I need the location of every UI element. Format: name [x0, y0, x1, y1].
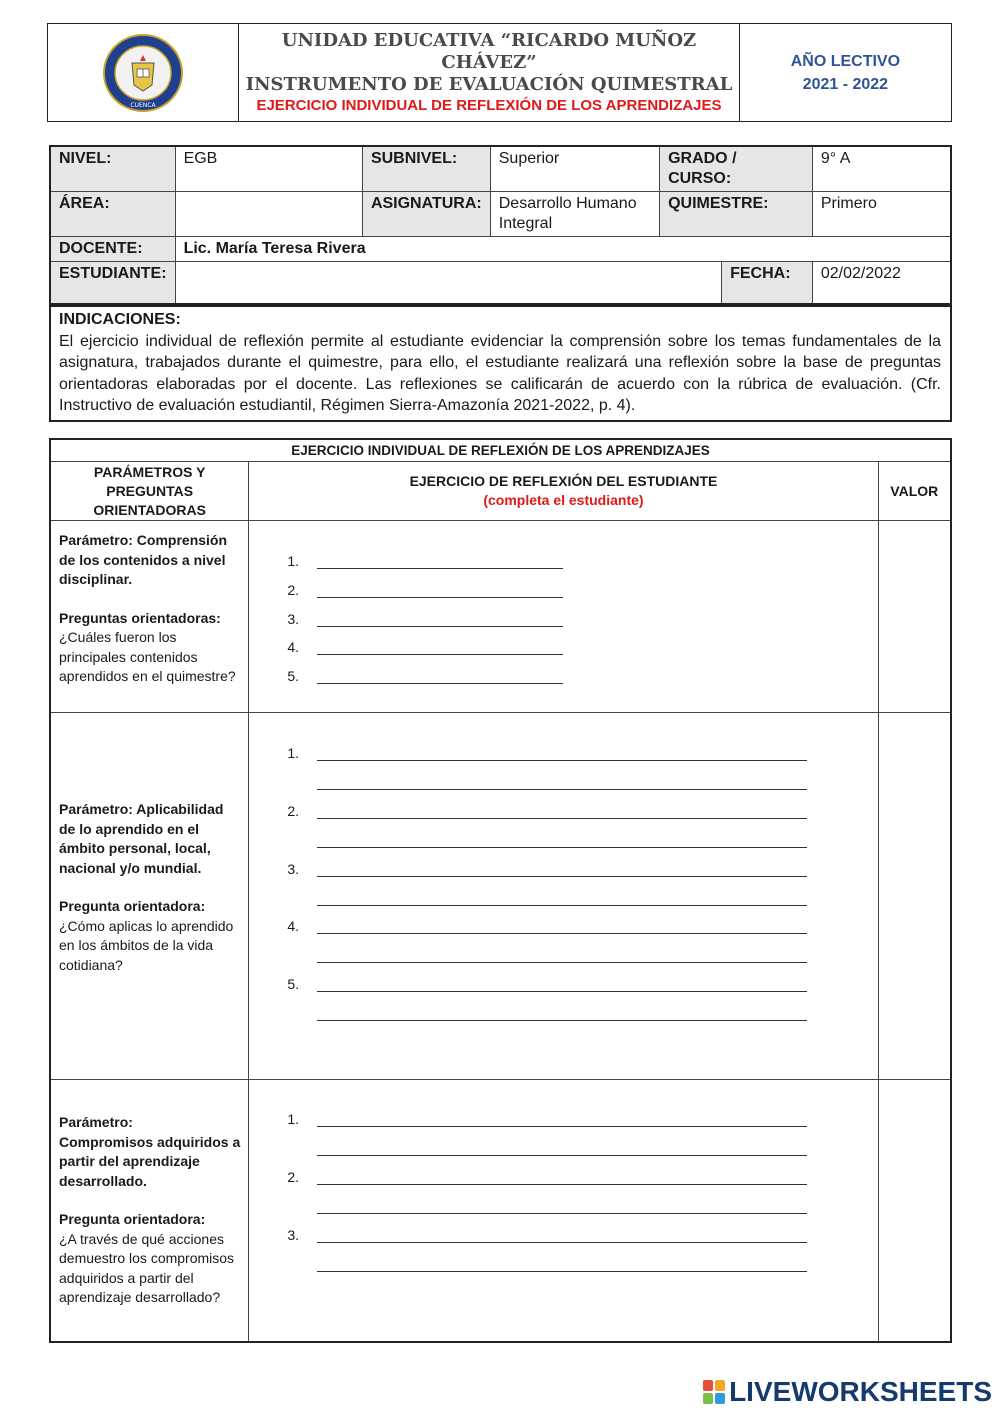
answer-line[interactable]	[317, 626, 563, 627]
docente-value[interactable]: Lic. María Teresa Rivera	[175, 237, 951, 262]
question-3: ¿A través de qué acciones demuestro los compromisos adquiridos a partir del aprendizaje desarrollado?	[59, 1230, 235, 1305]
answer-line[interactable]	[317, 683, 563, 684]
quimestre-value[interactable]: Primero	[812, 192, 951, 237]
instructions-title: INDICACIONES:	[59, 311, 181, 328]
answer-line[interactable]	[317, 1242, 807, 1243]
fecha-value[interactable]: 02/02/2022	[812, 262, 951, 306]
param-title-3: Compromisos adquiridos a partir del aprendizaje desarrollado.	[59, 1133, 241, 1189]
school-crest-logo	[102, 33, 184, 113]
col-header-exercise	[249, 462, 878, 521]
estudiante-label: ESTUDIANTE:	[50, 262, 175, 306]
answer-cell-2	[249, 713, 878, 1080]
year-cell	[739, 24, 951, 122]
answer-number: 4.	[287, 639, 300, 655]
col-header-exercise-note: (completa el estudiante)	[483, 492, 644, 508]
col-header-exercise-label: EJERCICIO DE REFLEXIÓN DEL ESTUDIANTE	[409, 473, 718, 489]
asignatura-label: ASIGNATURA:	[362, 192, 490, 237]
answer-number: 5.	[287, 668, 300, 684]
answer-number: 4.	[287, 918, 300, 934]
answer-line[interactable]	[317, 818, 807, 819]
reflection-table	[49, 438, 952, 1343]
answer-number: 5.	[287, 976, 300, 992]
year-label: AÑO LECTIVO	[790, 52, 901, 70]
answer-cell-1	[249, 521, 878, 713]
subnivel-value[interactable]: Superior	[490, 146, 659, 192]
answer-line[interactable]	[317, 1271, 807, 1272]
instrument-title: INSTRUMENTO DE EVALUACIÓN QUIMESTRAL	[245, 73, 733, 95]
grado-value[interactable]: 9° A	[812, 146, 951, 192]
area-label: ÁREA:	[50, 192, 175, 237]
value-cell-2[interactable]	[878, 713, 951, 1080]
answer-line[interactable]	[317, 991, 807, 992]
answer-line[interactable]	[317, 1020, 807, 1021]
asignatura-value[interactable]: Desarrollo Humano Integral	[490, 192, 659, 237]
answer-number: 1.	[287, 553, 300, 569]
answer-line[interactable]	[317, 760, 807, 761]
param-cell-1	[50, 521, 249, 713]
answer-number: 2.	[287, 803, 300, 819]
docente-label: DOCENTE:	[50, 237, 175, 262]
col-header-param: PARÁMETROS Y PREGUNTAS ORIENTADORAS	[50, 462, 249, 521]
year-value: 2021 - 2022	[802, 75, 889, 93]
grado-label: GRADO / CURSO:	[660, 146, 813, 192]
reflection-table-title: EJERCICIO INDIVIDUAL DE REFLEXIÓN DE LOS APRENDIZAJES	[50, 439, 951, 462]
param-cell-3	[50, 1080, 249, 1342]
answer-number: 1.	[287, 1111, 300, 1127]
exercise-subtitle: EJERCICIO INDIVIDUAL DE REFLEXIÓN DE LOS APRENDIZAJES	[256, 96, 722, 114]
answer-number: 3.	[287, 1227, 300, 1243]
subnivel-label: SUBNIVEL:	[362, 146, 490, 192]
question-label-3: Pregunta orientadora:	[59, 1211, 206, 1227]
answer-line[interactable]	[317, 568, 563, 569]
liveworksheets-watermark	[703, 1376, 992, 1408]
area-value[interactable]	[175, 192, 362, 237]
param-title-1: Parámetro: Comprensión de los contenidos a nivel disciplinar.	[59, 532, 228, 587]
answer-number: 3.	[287, 611, 300, 627]
answer-line[interactable]	[317, 933, 807, 934]
answer-line[interactable]	[317, 654, 563, 655]
answer-line[interactable]	[317, 876, 807, 877]
quimestre-label: QUIMESTRE:	[660, 192, 813, 237]
param-title-3-label: Parámetro:	[59, 1114, 133, 1130]
nivel-value[interactable]: EGB	[175, 146, 362, 192]
fecha-label: FECHA:	[722, 262, 813, 306]
answer-number: 1.	[287, 745, 300, 761]
watermark-text: LIVEWORKSHEETS	[729, 1376, 992, 1407]
question-2: ¿Cómo aplicas lo aprendido en los ámbitos de la vida cotidiana?	[59, 917, 234, 973]
liveworksheets-logo-icon	[703, 1380, 725, 1404]
param-title-2: Parámetro: Aplicabilidad de lo aprendido en el ámbito personal, local, nacional y/o mundial.	[59, 801, 224, 876]
answer-line[interactable]	[317, 1213, 807, 1214]
question-1: ¿Cuáles fueron los principales contenidos aprendidos en el quimestre?	[59, 629, 236, 684]
param-cell-2	[50, 713, 249, 1080]
nivel-label: NIVEL:	[50, 146, 175, 192]
crest-text: CUENCA	[130, 101, 156, 109]
instructions-box	[49, 303, 952, 422]
answer-number: 3.	[287, 861, 300, 877]
title-cell	[239, 24, 740, 122]
school-name: UNIDAD EDUCATIVA “RICARDO MUÑOZ CHÁVEZ”	[281, 29, 697, 73]
info-table	[49, 145, 952, 307]
answer-line[interactable]	[317, 1155, 807, 1156]
answer-line[interactable]	[317, 597, 563, 598]
estudiante-value[interactable]	[175, 262, 722, 306]
answer-line[interactable]	[317, 1184, 807, 1185]
col-header-value: VALOR	[878, 462, 951, 521]
answer-number: 2.	[287, 582, 300, 598]
answer-cell-3	[249, 1080, 878, 1342]
answer-line[interactable]	[317, 905, 807, 906]
header-table	[47, 23, 952, 122]
question-label-2: Pregunta orientadora:	[59, 898, 206, 914]
value-cell-1[interactable]	[878, 521, 951, 713]
answer-line[interactable]	[317, 1126, 807, 1127]
answer-number: 2.	[287, 1169, 300, 1185]
question-label-1: Preguntas orientadoras:	[59, 609, 221, 626]
answer-line[interactable]	[317, 962, 807, 963]
answer-line[interactable]	[317, 789, 807, 790]
answer-line[interactable]	[317, 847, 807, 848]
value-cell-3[interactable]	[878, 1080, 951, 1342]
instructions-text: El ejercicio individual de reflexión permite al estudiante evidenciar la comprensión sobre los temas fundamentales de la asignatura, trabajados durante el quimestre, para ello, el estudiante realizará una reflexión sobre la base de preguntas orientadoras elaboradas por el docente. Las reflexiones se calificarán de acuerdo con la rúbrica de evaluación. (Cfr. Instructivo de evaluación estudiantil, Régimen Sierra-Amazonía 2021-2022, p. 4).	[59, 332, 941, 414]
crest-cell	[48, 24, 239, 122]
